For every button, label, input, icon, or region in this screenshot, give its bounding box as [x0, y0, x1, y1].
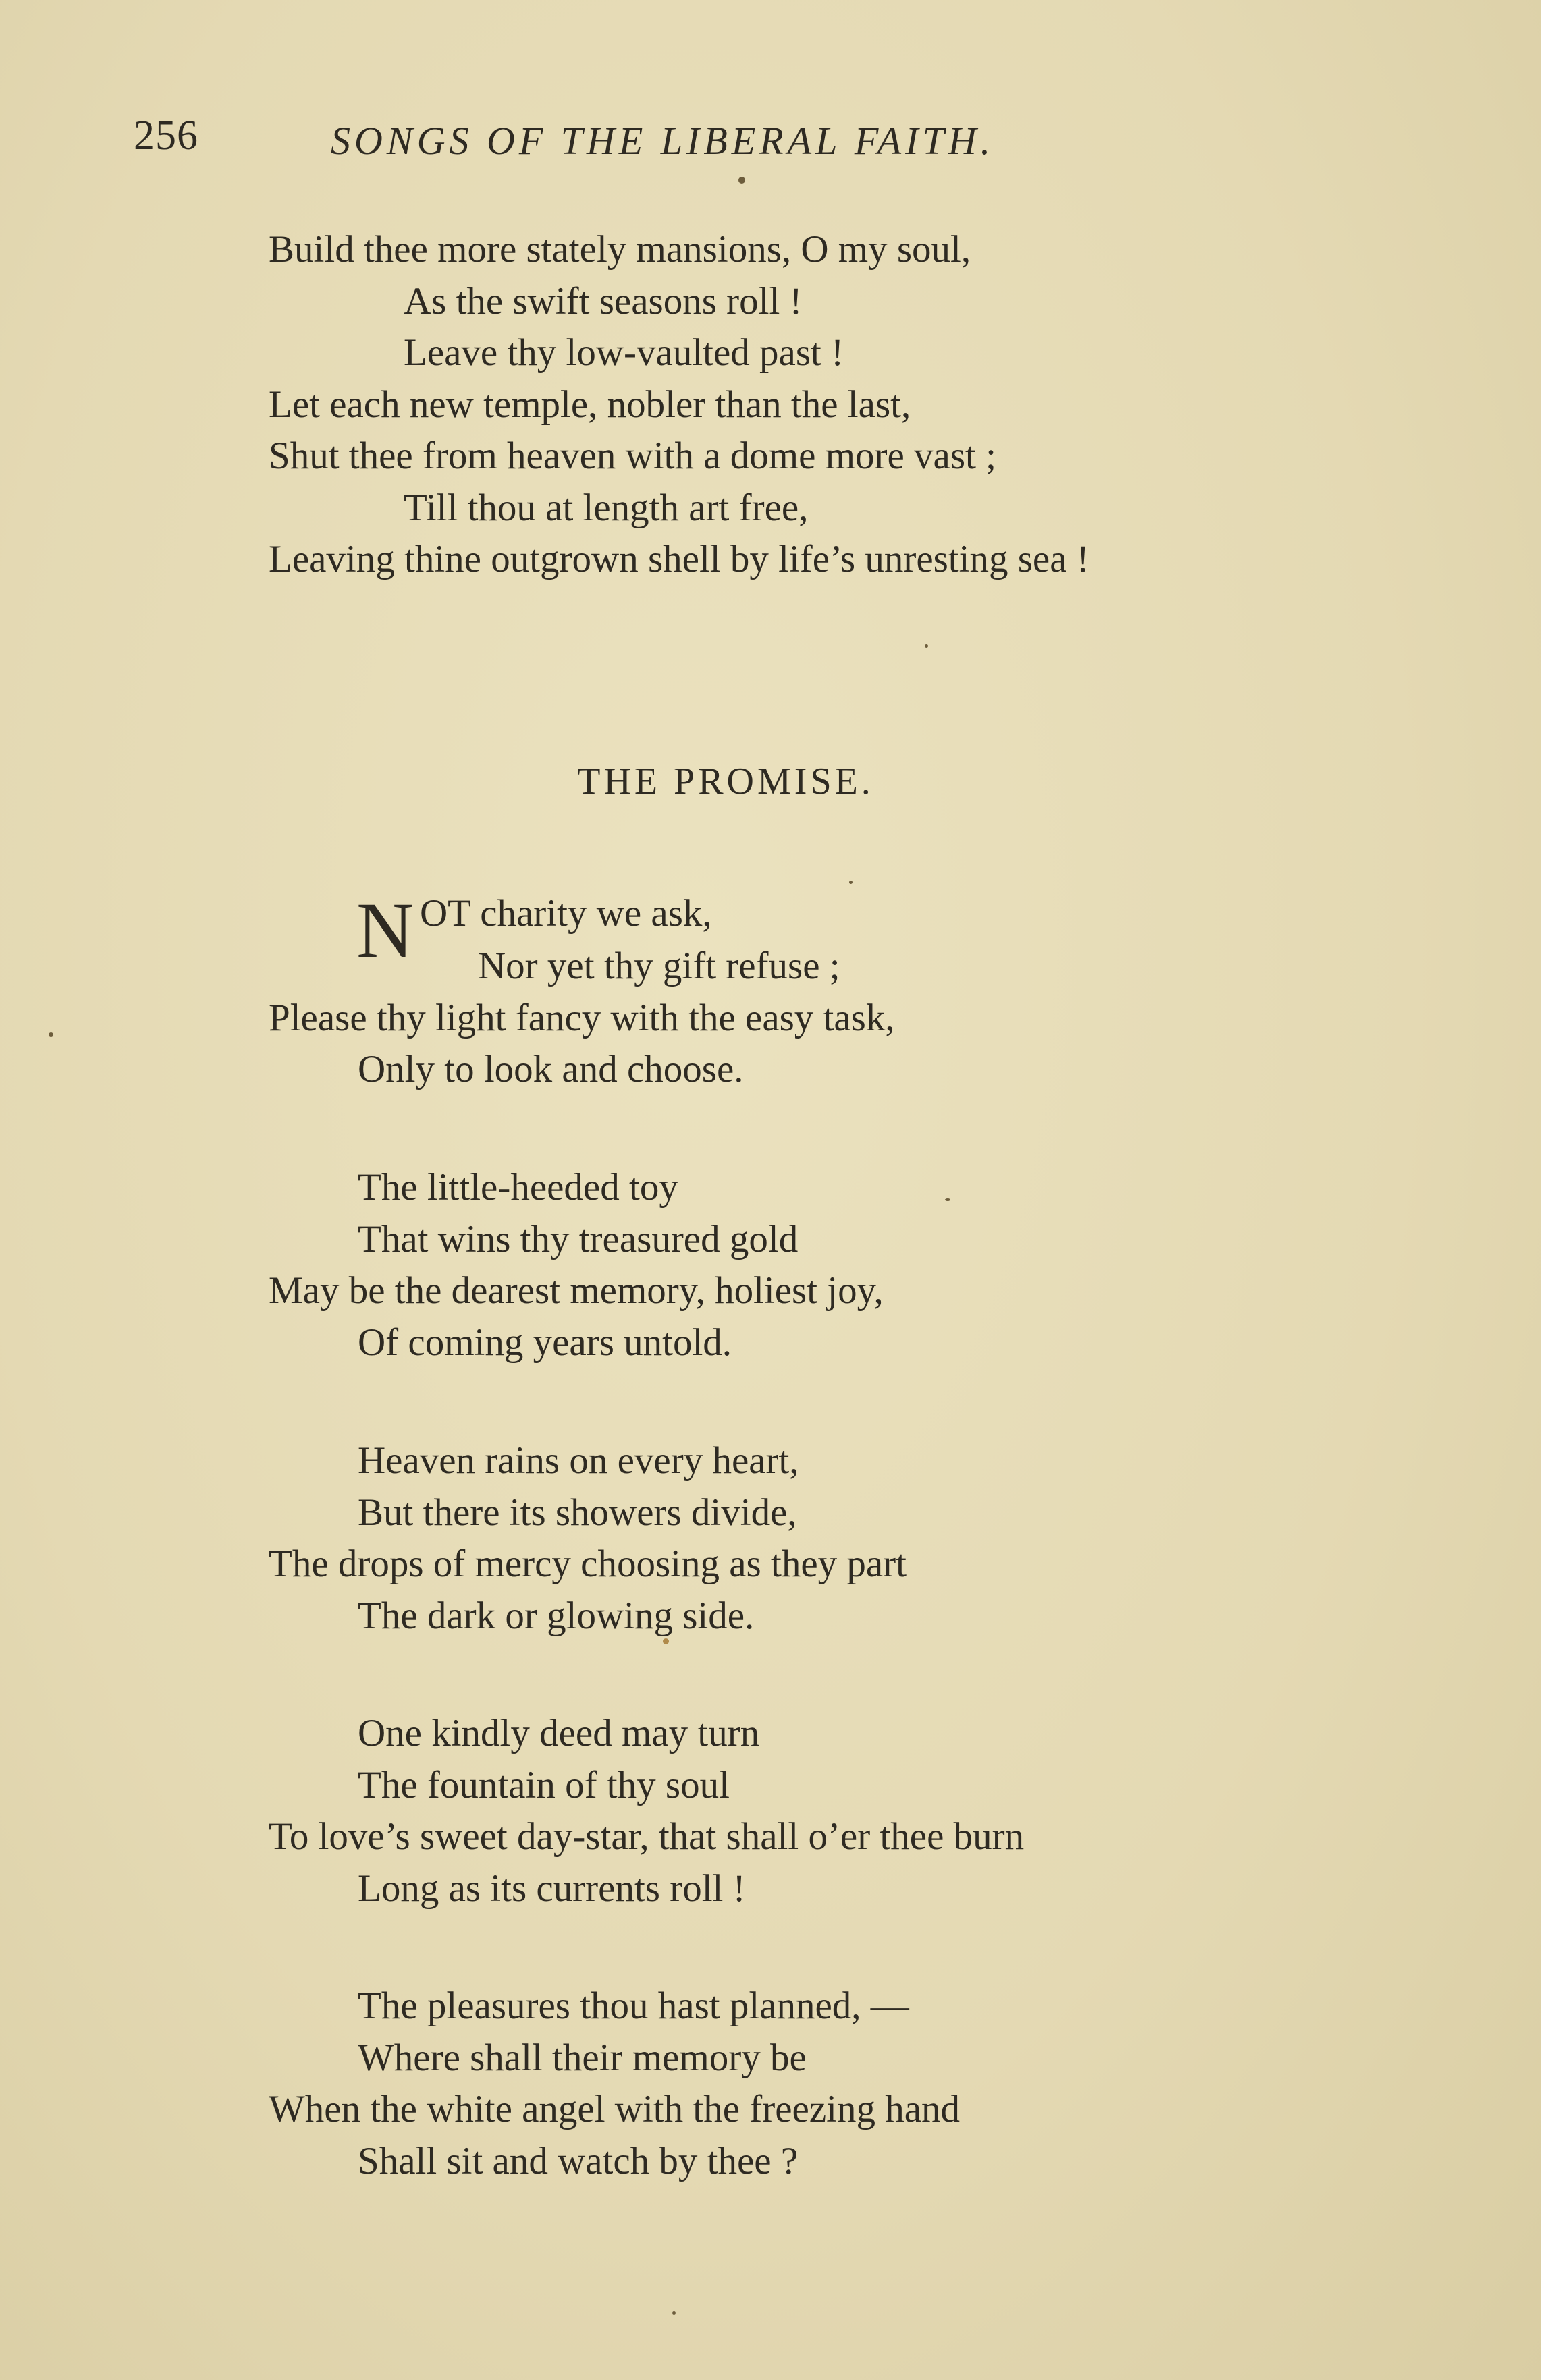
- paper-speck: [663, 1638, 669, 1644]
- verse-line: Leave thy low-vaulted past !: [404, 331, 844, 374]
- verse-line: One kindly deed may turn: [358, 1712, 760, 1754]
- poem-stanza-5: [269, 1981, 960, 2187]
- verse-line: But there its showers divide,: [358, 1491, 797, 1534]
- paper-speck: [738, 177, 745, 184]
- paper-speck: [849, 881, 853, 884]
- verse-line: OT charity we ask,: [420, 892, 712, 935]
- poem-stanza-3: [269, 1435, 907, 1642]
- verse-line: Please thy light fancy with the easy task,: [269, 996, 895, 1039]
- verse-line: That wins thy treasured gold: [358, 1217, 799, 1261]
- poem-stanza-1: [269, 941, 895, 1096]
- verse-line: Where shall their memory be: [358, 2036, 807, 2079]
- verse-line: Only to look and choose.: [358, 1048, 744, 1090]
- verse-line: Shut thee from heaven with a dome more vast ;: [269, 435, 996, 477]
- verse-line: Shall sit and watch by thee ?: [358, 2139, 799, 2182]
- drop-cap: N: [356, 886, 414, 974]
- running-head: SONGS OF THE LIBERAL FAITH.: [331, 119, 995, 163]
- verse-line: When the white angel with the freezing hand: [269, 2088, 961, 2130]
- verse-line: May be the dearest memory, holiest joy,: [269, 1269, 884, 1312]
- verse-line: Build thee more stately mansions, O my soul,: [269, 228, 971, 271]
- poem-stanza-2: [269, 1162, 884, 1368]
- verse-line: As the swift seasons roll !: [404, 279, 803, 323]
- verse-line: Of coming years untold.: [358, 1321, 732, 1364]
- verse-line: The fountain of thy soul: [358, 1763, 730, 1806]
- paper-speck: [49, 1032, 53, 1037]
- verse-line: Long as its currents roll !: [358, 1866, 746, 1910]
- page-number: 256: [134, 113, 198, 159]
- verse-line: The dark or glowing side.: [358, 1594, 755, 1637]
- poem-stanza-4: [269, 1708, 1024, 1914]
- verse-line: Nor yet thy gift refuse ;: [478, 945, 840, 987]
- previous-poem-stanza: [269, 224, 1089, 586]
- verse-line: The pleasures thou hast planned, —: [358, 1985, 909, 2027]
- verse-line: Leaving thine outgrown shell by life’s unresting sea !: [269, 538, 1089, 580]
- verse-line: Heaven rains on every heart,: [358, 1439, 799, 1482]
- verse-line: Let each new temple, nobler than the last,: [269, 383, 911, 426]
- paper-speck: [925, 644, 928, 648]
- verse-line: The drops of mercy choosing as they part: [269, 1543, 907, 1585]
- verse-line: To love’s sweet day-star, that shall o’er thee burn: [269, 1815, 1025, 1858]
- poem-title: THE PROMISE.: [577, 760, 874, 802]
- paper-speck: [945, 1198, 950, 1201]
- verse-line: Till thou at length art free,: [404, 486, 809, 529]
- paper-speck: [672, 2311, 676, 2315]
- verse-line: The little-heeded toy: [358, 1166, 678, 1209]
